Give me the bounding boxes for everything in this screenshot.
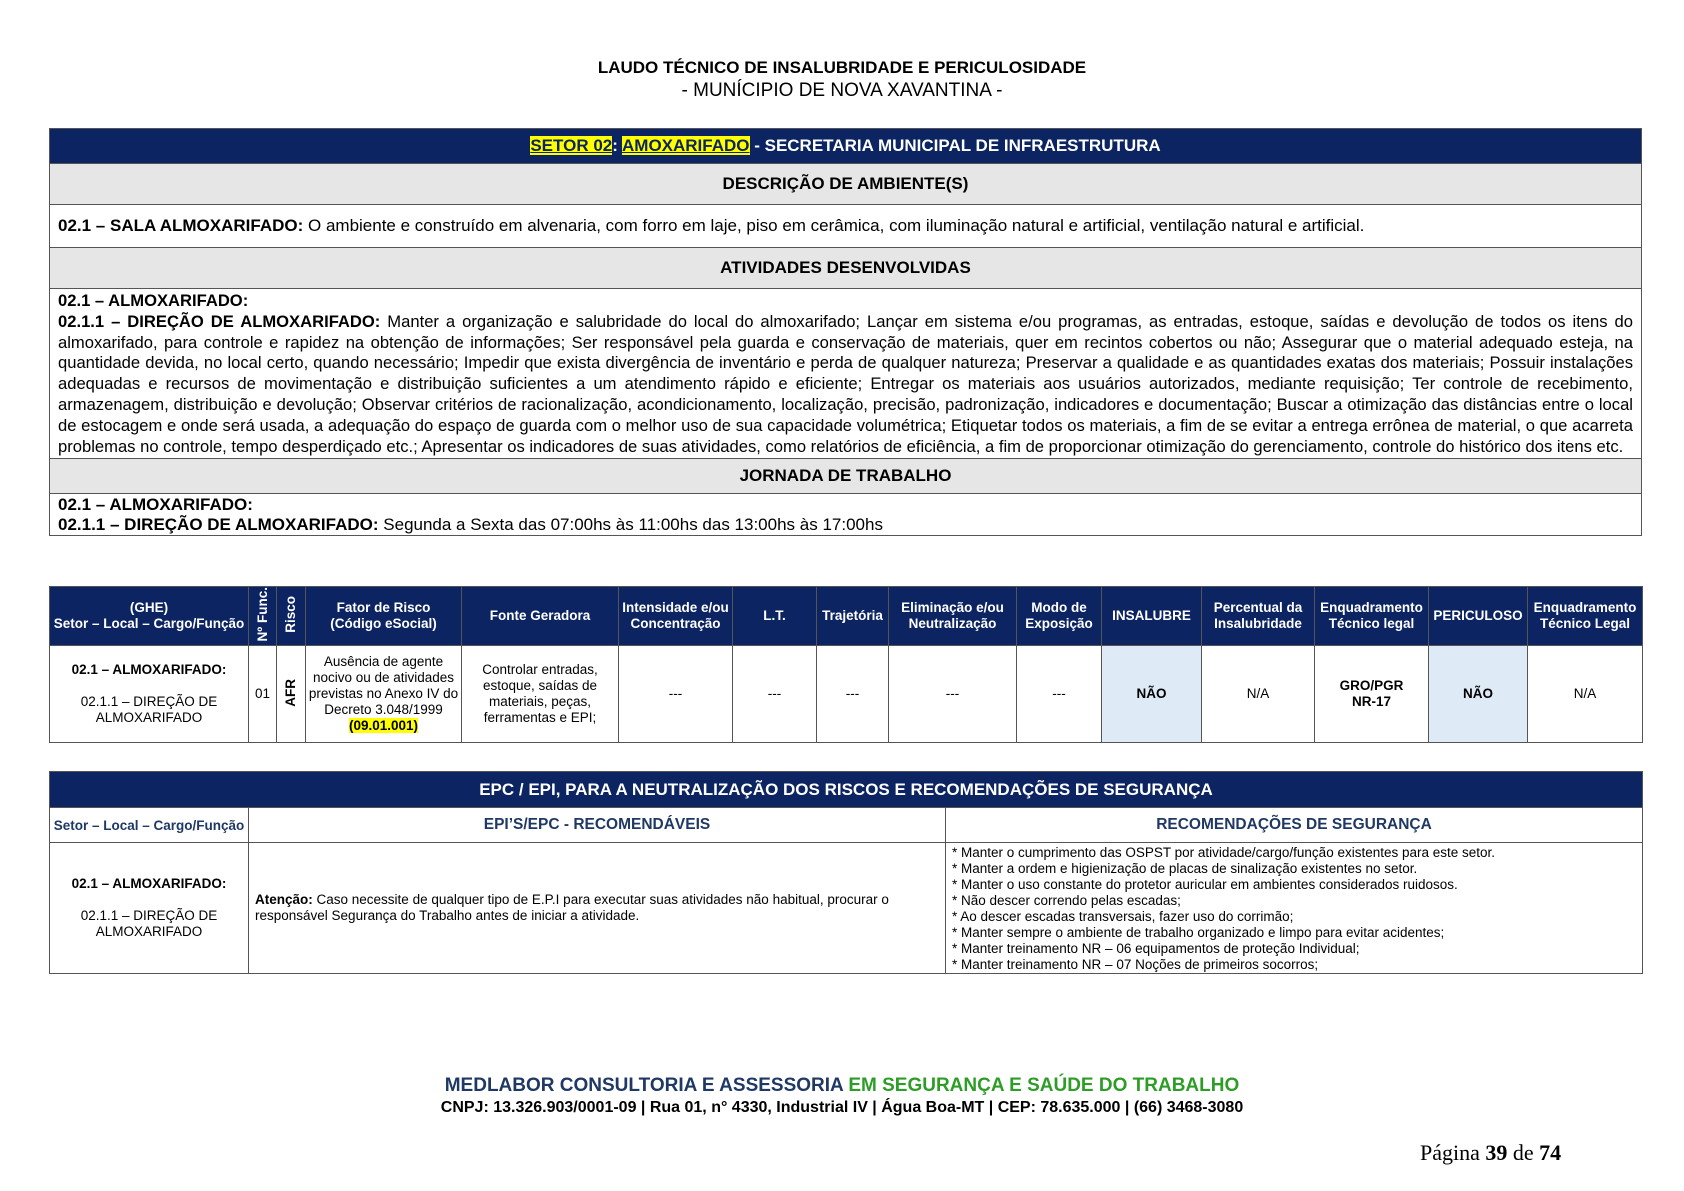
col-intensidade-line2: Concentração: [630, 616, 721, 632]
col-enquadramento-line2: Técnico legal: [1328, 616, 1415, 632]
epc-ghe-function: 02.1.1 – DIREÇÃO DE ALMOXARIFADO: [80, 908, 218, 939]
col-ghe-line2: Setor – Local – Cargo/Função: [53, 616, 245, 632]
page-total: 74: [1539, 1140, 1562, 1165]
sector-code: SETOR 02: [530, 136, 613, 155]
col-ghe: [50, 587, 249, 646]
cell-risco-label: AFR: [283, 678, 298, 707]
document-subtitle: - MUNÍCIPIO DE NOVA XAVANTINA -: [681, 80, 1003, 101]
col-eliminacao-line1: Eliminação e/ou: [901, 600, 1004, 616]
col-fator: [306, 587, 462, 646]
environment-label: 02.1 – SALA ALMOXARIFADO:: [58, 216, 304, 235]
epc-table: [49, 771, 1643, 974]
col-enquadramento-2-line2: Técnico Legal: [1539, 616, 1631, 632]
page-of: de: [1507, 1140, 1540, 1165]
epc-cell-recommendations: [946, 843, 1643, 974]
sector-name: AMOXARIFADO: [622, 136, 750, 155]
cell-lt: ---: [733, 646, 817, 743]
cell-fonte: Controlar entradas, estoque, saídas de materiais, peças, ferramentas e EPI;: [462, 646, 619, 743]
risk-table-header: [50, 587, 1643, 646]
sector-title-bar: [50, 129, 1642, 164]
col-lt: L.T.: [733, 587, 817, 646]
col-fator-line1: Fator de Risco: [336, 600, 431, 616]
workday-description: [50, 494, 1642, 536]
list-item: * Manter treinamento NR – 06 equipamentos de proteção Individual;: [952, 940, 1360, 956]
footer-address: CNPJ: 13.326.903/0001-09 | Rua 01, n° 4330, Industrial IV | Água Boa-MT | CEP: 78.635.000 | (66) 3468-3080: [440, 1099, 1244, 1116]
epc-attention-label: Atenção:: [255, 892, 313, 907]
workday-text: Segunda a Sexta das 07:00hs às 11:00hs das 13:00hs às 17:00hs: [378, 515, 883, 535]
cell-intensidade: ---: [619, 646, 733, 743]
cell-fator-text: Ausência de agente nocivo ou de atividades previstas no Anexo IV do Decreto 3.048/1999: [308, 654, 459, 718]
cell-insalubre: NÃO: [1102, 646, 1202, 743]
cell-ghe: [50, 646, 249, 743]
col-risco-label: Risco: [283, 595, 298, 633]
cell-eliminacao: ---: [889, 646, 1017, 743]
activities-text: Manter a organização e salubridade do local do almoxarifado; Lançar em sistema e/ou programas, as entradas, estoque, saídas e devolução de todos os itens do almoxarifado, para controle e rapidez na obtenção de informações; Ser responsável pela guarda e conservação de materiais, quer em recintos cobertos ou não; Assegurar que o material adequado esteja, na quantidade devida, no local certo, quando necessário; Impedir que exista divergência de inventário e perda de qualquer natureza; Preservar a qualidade e as quantidades exatas dos materiais; Possuir instalações adequadas e recursos de movimentação e distribuição suficientes a um atendimento rápido e eficiente; Entregar os materiais aos usuários autorizados, mediante requisição; Ter controle de recebimento, armazenagem, distribuição e devolução; Observar critérios de racionalização, acondicionamento, localização, precisão, padronização, indicadores e documentação; Buscar a otimização das distâncias entre o local de estocagem e onde será usada, a adequação do espaço de guarda com o melhor uso de sua capacidade volumétrica; Etiquetar todos os materiais, a fim de se evitar a entrega errônea de material, o que acarreta problemas no controle, tempo desperdiçado etc.; Apresentar os indicadores de suas atividades, como relatórios de eficiência, a fim de proporcionar otimização do gerenciamento, controle do histórico dos itens etc.: [58, 311, 1634, 456]
cell-trajetoria: ---: [817, 646, 889, 743]
page-word: Página: [1420, 1140, 1486, 1165]
workday-label: 02.1.1 – DIREÇÃO DE ALMOXARIFADO:: [58, 515, 379, 535]
col-intensidade: [619, 587, 733, 646]
cell-ghe-function: 02.1.1 – DIREÇÃO DE ALMOXARIFADO: [80, 694, 218, 726]
cell-enquadramento: [1315, 646, 1429, 743]
col-percentual: [1202, 587, 1315, 646]
col-enquadramento: [1315, 587, 1429, 646]
cell-risco: [277, 646, 306, 743]
epc-cell-epi: [249, 843, 946, 974]
col-modo-line1: Modo de: [1031, 600, 1087, 616]
environment-heading: DESCRIÇÃO DE AMBIENTE(S): [50, 164, 1642, 205]
sector-secretariat: - SECRETARIA MUNICIPAL DE INFRAESTRUTURA: [749, 136, 1161, 155]
list-item: * Manter sempre o ambiente de trabalho organizado e limpo para evitar acidentes;: [952, 924, 1445, 940]
list-item: * Ao descer escadas transversais, fazer uso do corrimão;: [952, 908, 1294, 924]
footer-company: [0, 1074, 1684, 1098]
sector-table: [49, 128, 1642, 536]
footer-company-tagline: EM SEGURANÇA E SAÚDE DO TRABALHO: [843, 1075, 1240, 1096]
cell-ghe-group: 02.1 – ALMOXARIFADO:: [71, 662, 227, 678]
epc-attention-text: Caso necessite de qualquer tipo de E.P.I para executar suas atividades não habitual, procurar o responsável Segurança do Trabalho antes de iniciar a atividade.: [255, 892, 889, 923]
col-insalubre: INSALUBRE: [1102, 587, 1202, 646]
cell-enquadramento-line2: NR-17: [1351, 694, 1391, 710]
col-enquadramento-2-line1: Enquadramento: [1533, 600, 1637, 616]
epc-col-recommendations: RECOMENDAÇÕES DE SEGURANÇA: [946, 808, 1643, 843]
col-risco: [277, 587, 306, 646]
col-ghe-line1: (GHE): [129, 600, 169, 616]
workday-heading: JORNADA DE TRABALHO: [50, 459, 1642, 494]
document-title: LAUDO TÉCNICO DE INSALUBRIDADE E PERICULOSIDADE: [597, 58, 1087, 77]
col-periculoso: PERICULOSO: [1429, 587, 1528, 646]
activities-heading: ATIVIDADES DESENVOLVIDAS: [50, 248, 1642, 289]
list-item: * Manter a ordem e higienização de placas de sinalização existentes no setor.: [952, 860, 1418, 876]
col-intensidade-line1: Intensidade e/ou: [622, 600, 729, 616]
sector-colon: :: [612, 136, 618, 155]
environment-description: [50, 205, 1642, 248]
risk-table: [49, 586, 1643, 743]
cell-periculoso: NÃO: [1429, 646, 1528, 743]
col-enquadramento-line1: Enquadramento: [1320, 600, 1423, 616]
environment-text: O ambiente e construído em alvenaria, com forro em laje, piso em cerâmica, com iluminação natural e artificial, ventilação natural e artificial.: [303, 216, 1365, 235]
epc-cell-ghe: [50, 843, 249, 974]
epc-ghe-group: 02.1 – ALMOXARIFADO:: [71, 876, 227, 891]
list-item: * Manter o cumprimento das OSPST por atividade/cargo/função existentes para este setor.: [952, 844, 1496, 860]
col-enquadramento-2: [1528, 587, 1643, 646]
epc-col-setor: Setor – Local – Cargo/Função: [50, 808, 249, 843]
col-eliminacao: [889, 587, 1017, 646]
col-modo-line2: Exposição: [1025, 616, 1093, 632]
list-item: * Manter treinamento NR – 07 Noções de primeiros socorros;: [952, 956, 1319, 972]
page-current: 39: [1485, 1140, 1508, 1165]
epc-heading: EPC / EPI, PARA A NEUTRALIZAÇÃO DOS RISCOS E RECOMENDAÇÕES DE SEGURANÇA: [50, 772, 1643, 808]
page-number: [1420, 1140, 1561, 1166]
document-header: [0, 57, 1684, 103]
cell-fator-code: (09.01.001): [348, 718, 419, 734]
col-fator-line2: (Código eSocial): [330, 616, 437, 632]
document-footer: [0, 1074, 1684, 1118]
activities-group: 02.1 – ALMOXARIFADO:: [58, 291, 249, 310]
cell-fator: [306, 646, 462, 743]
workday-group: 02.1 – ALMOXARIFADO:: [58, 495, 253, 515]
col-percentual-line1: Percentual da: [1213, 600, 1303, 616]
list-item: * Manter o uso constante do protetor auricular em ambientes considerados ruidosos.: [952, 876, 1458, 892]
cell-enquadramento-line1: GRO/PGR: [1339, 678, 1404, 694]
col-percentual-line2: Insalubridade: [1214, 616, 1302, 632]
col-modo: [1017, 587, 1102, 646]
footer-company-name: MEDLABOR CONSULTORIA E ASSESSORIA: [444, 1075, 844, 1096]
cell-percentual: N/A: [1202, 646, 1315, 743]
table-row: [50, 646, 1643, 743]
col-n-func: [249, 587, 277, 646]
list-item: * Não descer correndo pelas escadas;: [952, 892, 1181, 908]
cell-modo: ---: [1017, 646, 1102, 743]
col-fonte: Fonte Geradora: [462, 587, 619, 646]
activities-description: [50, 289, 1642, 459]
col-trajetoria: Trajetória: [817, 587, 889, 646]
col-n-func-label: Nº Func.: [254, 587, 270, 642]
table-row: [50, 843, 1643, 974]
col-eliminacao-line2: Neutralização: [908, 616, 997, 632]
epc-col-epi: EPI’S/EPC - RECOMENDÁVEIS: [249, 808, 946, 843]
cell-enquadramento-2: N/A: [1528, 646, 1643, 743]
activities-label: 02.1.1 – DIREÇÃO DE ALMOXARIFADO:: [58, 311, 381, 331]
cell-n-func: 01: [249, 646, 277, 743]
